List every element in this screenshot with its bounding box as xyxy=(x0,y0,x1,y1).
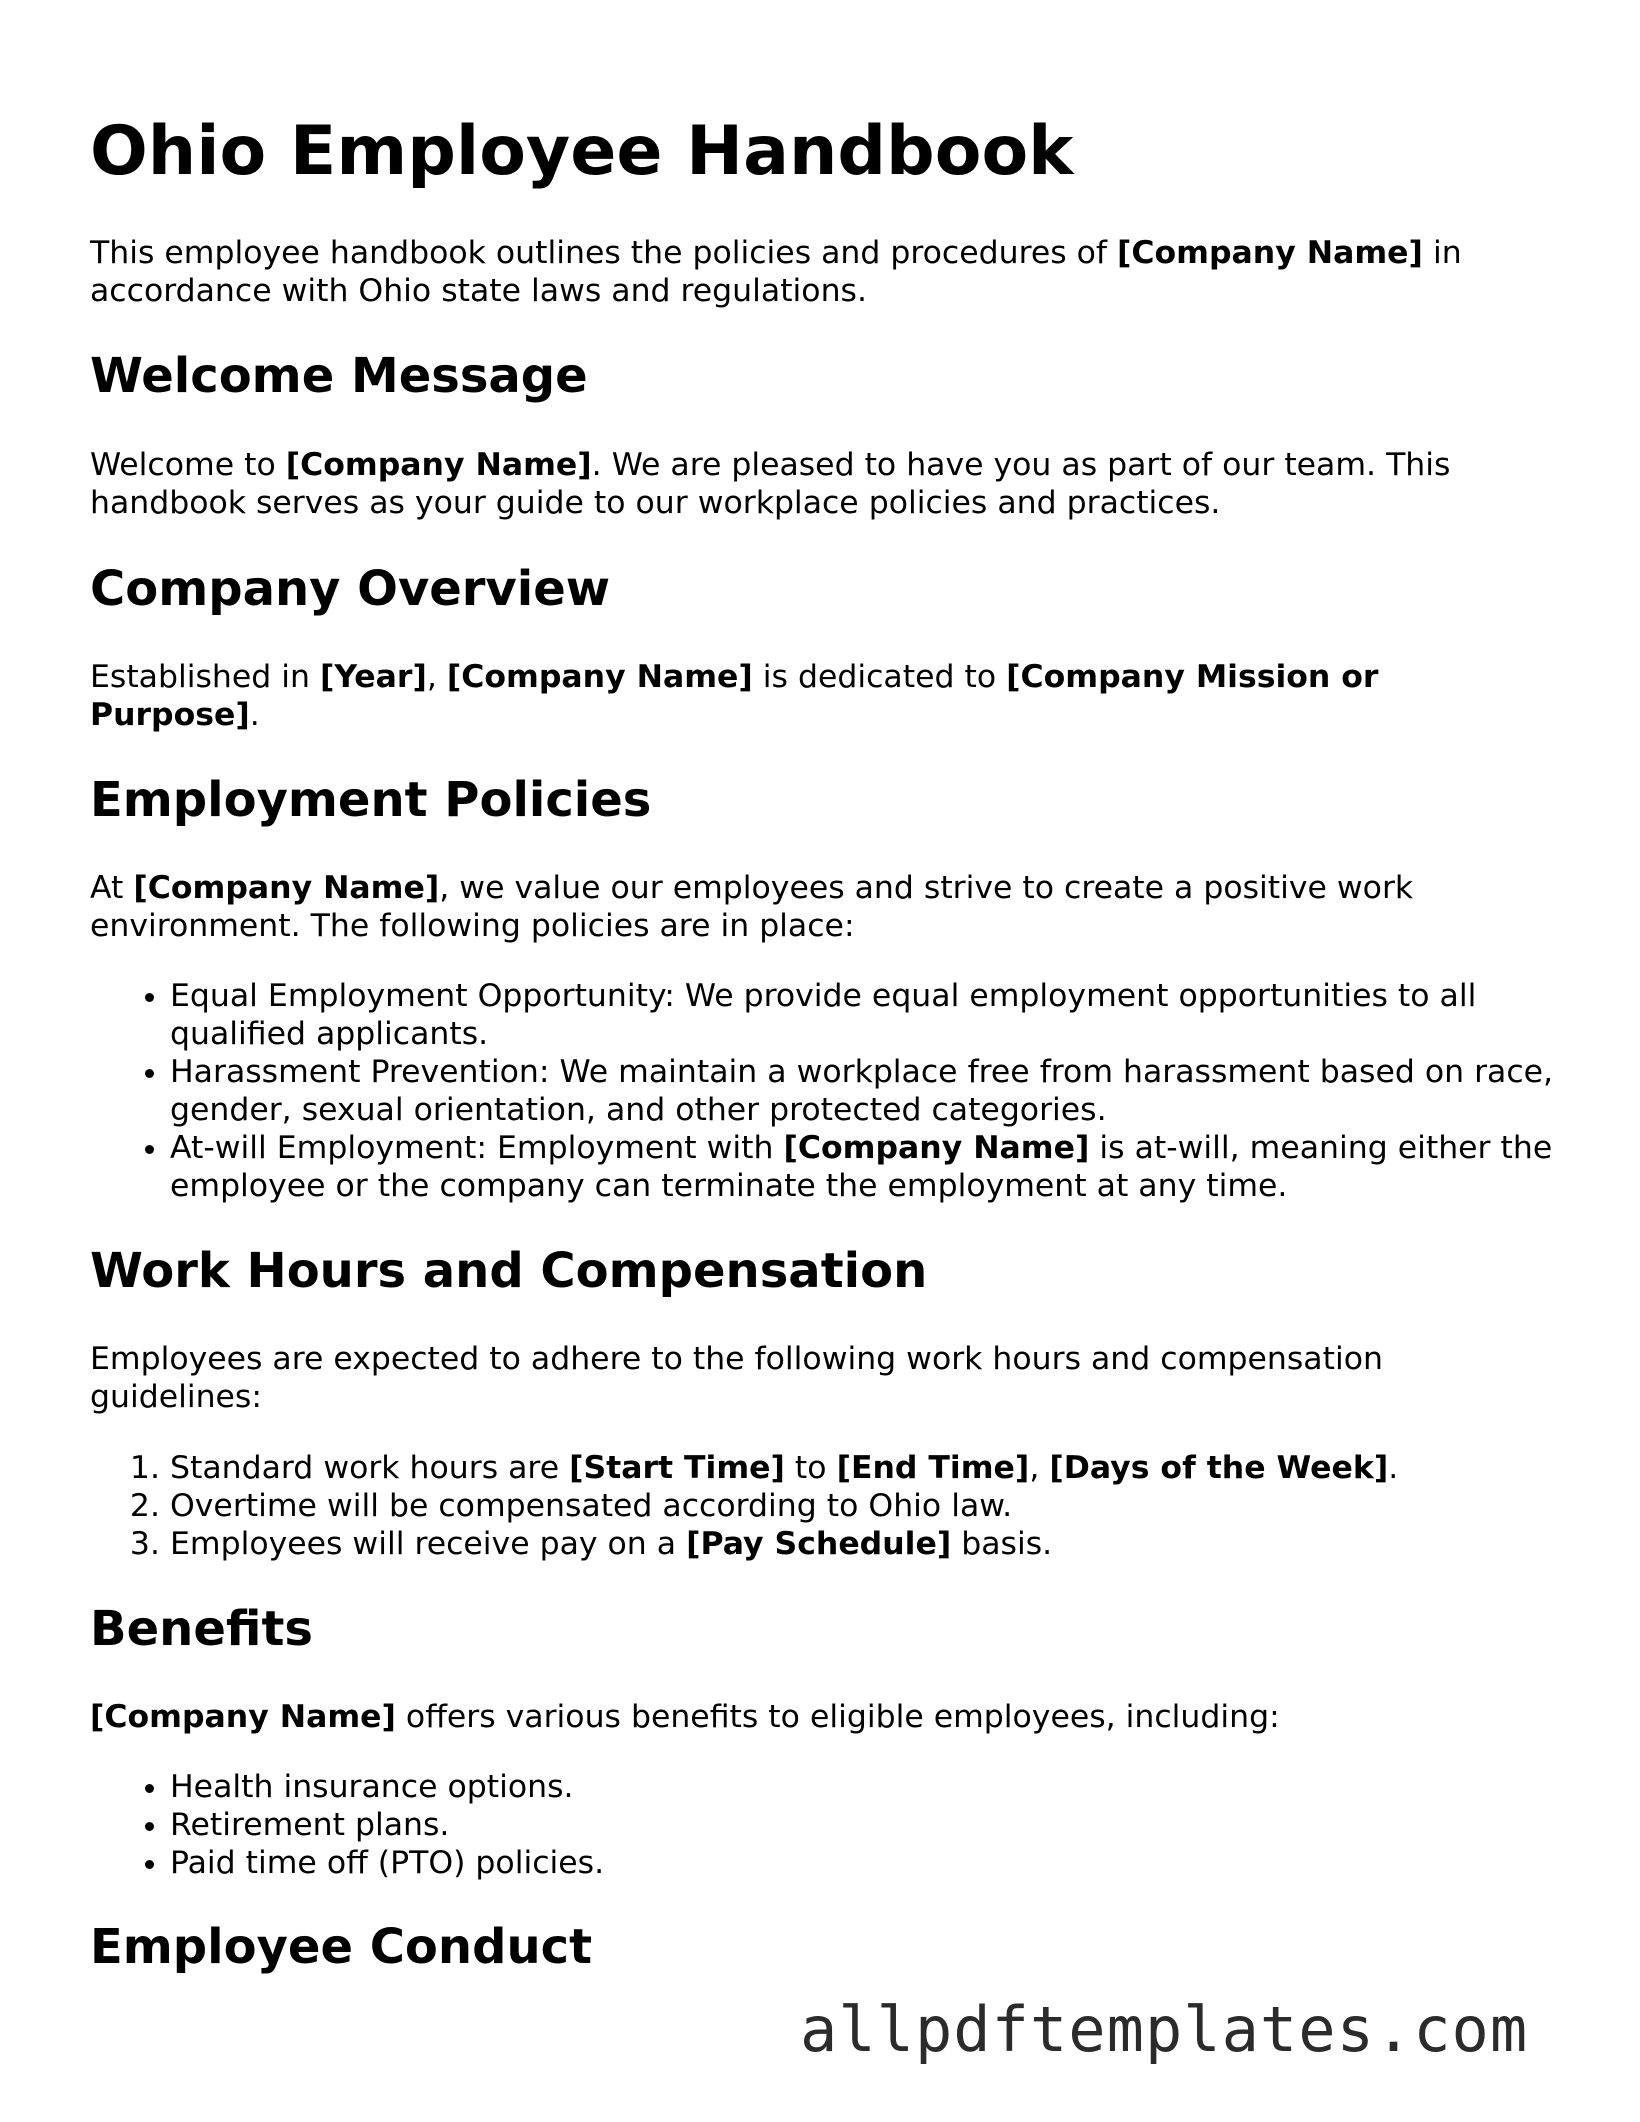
heading-employment-policies: Employment Policies xyxy=(90,772,652,828)
list-item: • Equal Employment Opportunity: We provide equal employment opportunities to all qualified applicants. xyxy=(170,977,1590,1053)
placeholder-company-name: [Company Name] xyxy=(1117,235,1423,271)
placeholder-company-name: [Company Name] xyxy=(90,1699,396,1735)
overview-paragraph: Established in [Year], [Company Name] is dedicated to [Company Mission or Purpose]. xyxy=(90,659,1379,733)
benefits-list xyxy=(90,1768,1590,1882)
employment-paragraph: At [Company Name], we value our employees and strive to create a positive work environment. The following policies are in place: xyxy=(90,870,1414,944)
list-item: 2. Overtime will be compensated according to Ohio law. xyxy=(170,1487,1590,1525)
welcome-paragraph: Welcome to [Company Name]. We are pleased to have you as part of our team. This handbook serves as your guide to our workplace policies and practices. xyxy=(90,447,1451,521)
heading-work-hours-compensation: Work Hours and Compensation xyxy=(90,1243,928,1299)
list-item: 3. Employees will receive pay on a [Pay Schedule] basis. xyxy=(170,1525,1590,1563)
placeholder-company-name: [Company Name] xyxy=(285,447,592,483)
placeholder-start-time: [Start Time] xyxy=(569,1450,785,1486)
placeholder-year: [Year] xyxy=(319,659,427,695)
heading-benefits: Benefits xyxy=(90,1601,313,1657)
heading-company-overview: Company Overview xyxy=(90,561,611,617)
benefits-paragraph: [Company Name] offers various benefits to eligible employees, including: xyxy=(90,1699,1280,1735)
hours-paragraph: Employees are expected to adhere to the following work hours and compensation guidelines: xyxy=(90,1341,1383,1415)
document-title: Ohio Employee Handbook xyxy=(90,112,1074,191)
placeholder-days-of-week: [Days of the Week] xyxy=(1049,1450,1389,1486)
intro-paragraph: This employee handbook outlines the policies and procedures of [Company Name] in accordance with Ohio state laws and regulations. xyxy=(90,235,1462,309)
placeholder-company-name: [Company Name] xyxy=(446,659,753,695)
heading-employee-conduct: Employee Conduct xyxy=(90,1919,593,1975)
placeholder-company-mission: [Company Mission or Purpose] xyxy=(90,659,1379,733)
placeholder-company-name: [Company Name] xyxy=(133,870,440,906)
list-item: • At-will Employment: Employment with [Company Name] is at-will, meaning either the employee or the company can terminate the employment at any time. xyxy=(170,1129,1590,1205)
placeholder-pay-schedule: [Pay Schedule] xyxy=(686,1526,952,1562)
placeholder-end-time: [End Time] xyxy=(836,1450,1030,1486)
heading-welcome-message: Welcome Message xyxy=(90,348,588,404)
list-item: • Harassment Prevention: We maintain a workplace free from harassment based on race, gender, sexual orientation, and other protected categories. xyxy=(170,1053,1590,1129)
watermark-text: allpdftemplates.com xyxy=(800,1993,1529,2066)
list-item: 1. Standard work hours are [Start Time] to [End Time], [Days of the Week]. xyxy=(170,1449,1590,1487)
employment-policies-list xyxy=(90,977,1590,1205)
list-item: • Health insurance options. xyxy=(170,1768,1590,1806)
list-item: • Retirement plans. xyxy=(170,1806,1590,1844)
list-item: • Paid time off (PTO) policies. xyxy=(170,1844,1590,1882)
placeholder-company-name: [Company Name] xyxy=(783,1130,1090,1166)
work-hours-list xyxy=(90,1449,1590,1563)
